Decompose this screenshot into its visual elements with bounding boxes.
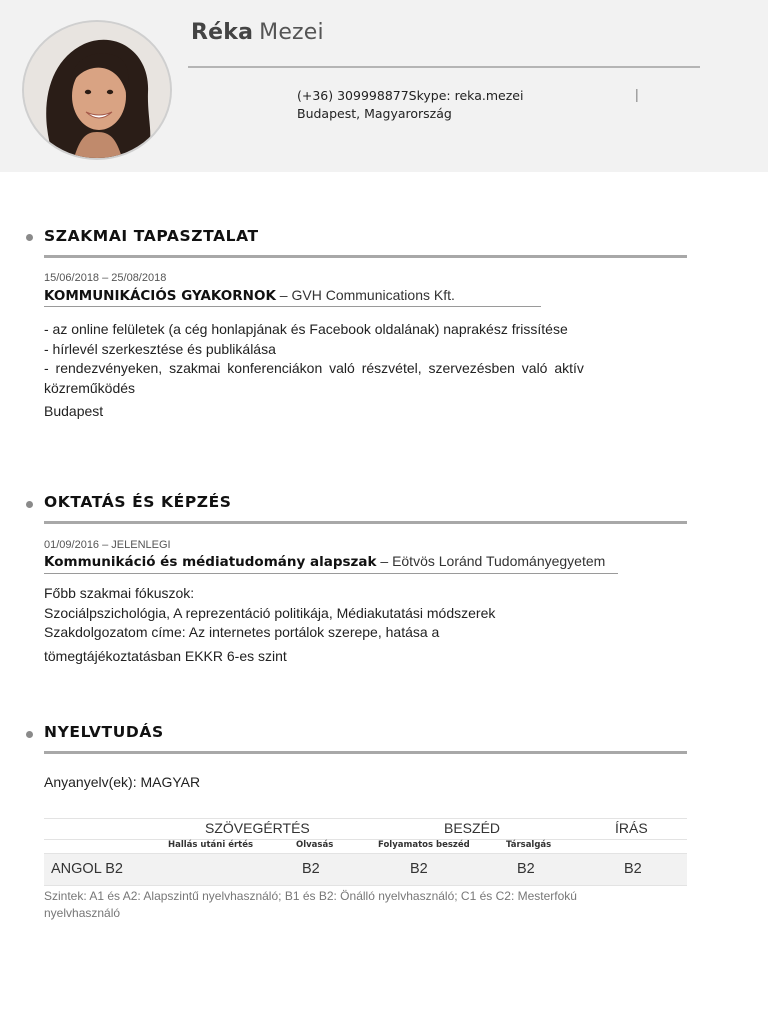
levels-note: Szintek: A1 és A2: Alapszintű nyelvhasználó; B1 és B2: Önálló nyelvhasználó; C1 és C2: Mesterfokú nyelvhasználó <box>44 889 577 920</box>
education-description <box>44 584 644 666</box>
text-line: Szociálpszichológia, A reprezentáció politikája, Médiakutatási módszerek <box>44 604 496 621</box>
role-dash: – <box>275 287 292 303</box>
profile-photo <box>22 20 172 160</box>
education-degree <box>44 553 605 570</box>
header-writing: ÍRÁS <box>615 820 648 836</box>
cv-name <box>191 20 324 45</box>
section-divider <box>44 521 687 524</box>
text-line: tömegtájékoztatásban EKKR 6-es szint <box>44 647 287 664</box>
header-speaking: BESZÉD <box>444 820 501 836</box>
degree-title: Kommunikáció és médiatudomány alapszak <box>44 554 377 570</box>
subheader-reading: Olvasás <box>296 840 334 850</box>
phone-skype: (+36) 309998877Skype: reka.mezei <box>297 88 524 103</box>
section-title-languages: NYELVTUDÁS <box>44 723 164 741</box>
experience-city: Budapest <box>44 403 104 419</box>
contact-info <box>297 87 523 123</box>
contact-separator: | <box>635 86 639 102</box>
level-interaction: B2 <box>517 861 535 877</box>
list-item: - az online felületek (a cég honlapjának és Facebook oldalának) naprakész frissítése <box>44 321 568 337</box>
section-bullet-icon <box>26 501 33 508</box>
role-dash: – <box>376 553 393 569</box>
experience-description <box>44 320 644 422</box>
language-table-header <box>44 818 687 839</box>
section-title-experience: SZAKMAI TAPASZTALAT <box>44 227 259 245</box>
education-date: 01/09/2016 – JELENLEGI <box>44 539 171 551</box>
subheader-listening: Hallás utáni értés <box>168 840 254 850</box>
list-item: - rendezvényeken, szakmai konferenciákon való részvétel, szervezésben való aktív <box>44 360 584 376</box>
last-name: Mezei <box>259 20 324 45</box>
level-reading: B2 <box>302 861 320 877</box>
section-bullet-icon <box>26 234 33 241</box>
list-item: - hírlevél szerkesztése és publikálása <box>44 340 276 357</box>
employer: GVH Communications Kft. <box>291 287 455 303</box>
subheader-interaction: Társalgás <box>506 840 552 850</box>
language-table-subheader <box>44 839 687 853</box>
role-underline <box>44 573 618 574</box>
header-understanding: SZÖVEGÉRTÉS <box>205 820 310 836</box>
cv-header <box>0 0 768 172</box>
level-writing: B2 <box>624 861 642 877</box>
text-line: Főbb szakmai fókuszok: <box>44 585 195 601</box>
section-divider <box>44 751 687 754</box>
mother-tongue-text: Anyanyelv(ek): MAGYAR <box>44 774 201 790</box>
mother-tongue <box>44 773 644 793</box>
first-name: Réka <box>191 20 254 45</box>
subheader-production: Folyamatos beszéd <box>378 840 470 850</box>
experience-role <box>44 287 455 304</box>
section-divider <box>44 255 687 258</box>
language-name: ANGOL B2 <box>51 861 123 877</box>
level-production: B2 <box>410 861 428 877</box>
job-title: KOMMUNIKÁCIÓS GYAKORNOK <box>44 288 276 304</box>
role-underline <box>44 306 541 307</box>
text-line: Szakdolgozatom címe: Az internetes portálok szerepe, hatása a <box>44 624 440 640</box>
experience-date: 15/06/2018 – 25/08/2018 <box>44 272 167 284</box>
table-row <box>44 853 687 886</box>
institution: Eötvös Loránd Tudományegyetem <box>392 553 606 569</box>
section-bullet-icon <box>26 731 33 738</box>
address: Budapest, Magyarország <box>297 106 452 121</box>
name-divider <box>188 66 700 68</box>
language-table <box>44 818 687 886</box>
section-title-education: OKTATÁS ÉS KÉPZÉS <box>44 493 232 511</box>
list-item: közreműködés <box>44 379 136 396</box>
